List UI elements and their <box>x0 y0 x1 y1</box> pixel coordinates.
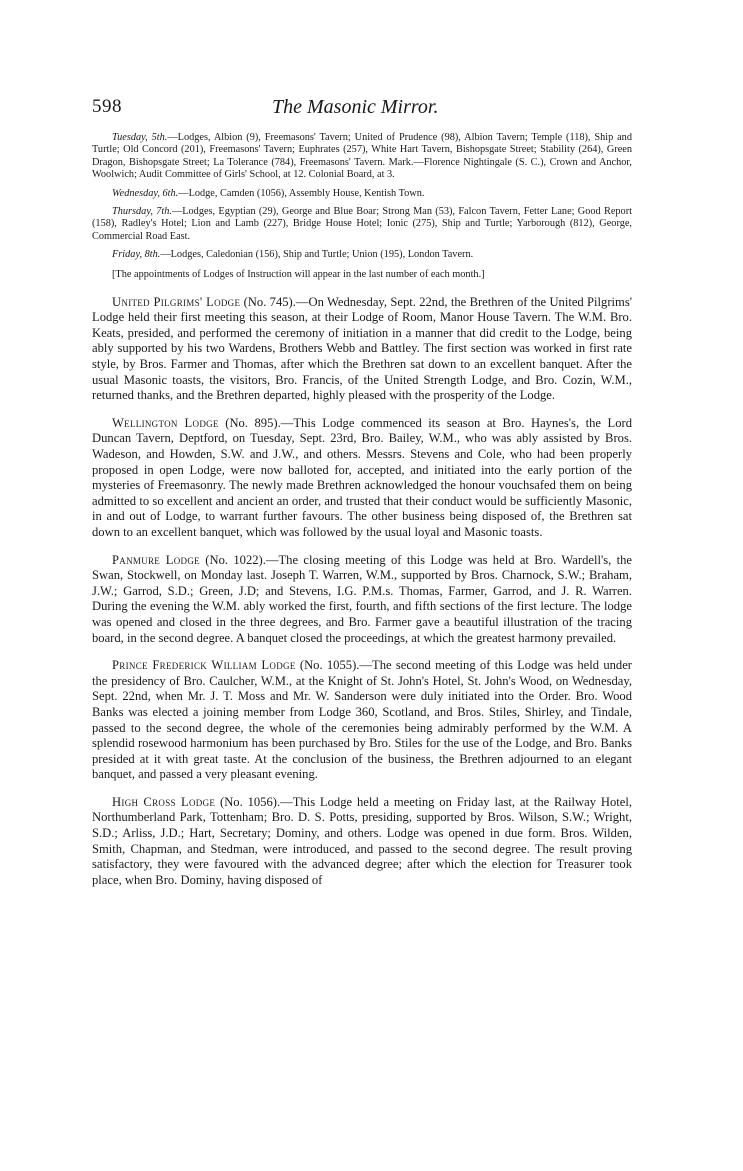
calendar-entry <box>92 206 632 243</box>
calendar-day: Tuesday, 5th. <box>112 132 168 143</box>
article-body <box>92 132 632 900</box>
instruction-note: [The appointments of Lodges of Instruction will appear in the last number of each month.] <box>112 268 485 280</box>
report-text: (No. 895).—This Lodge commenced its season at Bro. Haynes's, the Lord Duncan Tavern, Deptford, on Tuesday, Sept. 23rd, Bro. Bailey, W.M., who was ably assisted by Bros. Wadeson, and Howden, S.W. and J.W., and others. Messrs. Stevens and Cole, who had been properly proposed in open Lodge, were now balloted for, accepted, and initiated into the early portion of the mysteries of Freemasonry. The newly made Brethren acknowledged the honour vouchsafed them on being admitted to so excellent and ancient an order, and trusted that their conduct would be sufficiently Masonic, in and out of Lodge, to warrant further favours. The other business being disposed of, the Brethren sat down to an excellent banquet, which was followed by the usual loyal and Masonic toasts. <box>92 415 632 539</box>
report-text: (No. 1022).—The closing meeting of this Lodge was held at Bro. Wardell's, the Swan, Stockwell, on Monday last. Joseph T. Warren, W.M., supported by Bros. Charnock, S.W.; Braham, J.W.; Garrod, S.D.; Green, J.D; and Stevens, I.G. P.M.s. Thomas, Farmer, Garrod, and J. R. Warren. During the evening the W.M. ably worked the first, fourth, and fifth sections of the first lecture. The lodge was opened and closed in the three degrees, and Bro. Farmer gave a beautiful illustration of the tracing board, in the second degree. A banquet closed the proceedings, at which the greatest harmony prevailed. <box>92 552 632 645</box>
lodge-name: High Cross Lodge <box>112 794 216 809</box>
report-text: (No. 1055).—The second meeting of this Lodge was held under the presidency of Bro. Caulcher, W.M., at the Knight of St. John's Hotel, St. John's Wood, on Wednesday, Sept. 22nd, when Mr. J. T. Moss and Mr. W. Sanderson were duly initiated into the Order. Bro. Wood Banks was elected a joining member from Lodge 360, Scotland, and Bros. Stiles, Shirley, and Tindale, passed to the second degree, the whole of the ceremonies being admirably performed by the W.M. A splendid rosewood harmonium has been purchased by Bro. Stiles for the use of the Lodge, and Bro. Banks presided at it with great taste. At the conclusion of the business, the Brethren adjourned to an elegant banquet, and passed a very pleasant evening. <box>92 658 632 782</box>
lodge-name: United Pilgrims' Lodge <box>112 294 241 309</box>
page-header <box>92 96 632 126</box>
lodge-name: Wellington Lodge <box>112 415 219 430</box>
lodge-report <box>92 295 632 404</box>
lodge-name: Panmure Lodge <box>112 552 200 567</box>
calendar-entry <box>92 132 632 182</box>
calendar-text: —Lodges, Egyptian (29), George and Blue Boar; Strong Man (53), Falcon Tavern, Fetter Lane; Good Report (158), Radley's Hotel; Lion and Lamb (227), Bridge House Hotel; Ionic (275), Ship and Turtle; Yarborough (812), George, Commercial Road East. <box>92 206 632 242</box>
calendar-day: Thursday, 7th. <box>112 206 172 218</box>
calendar-text: —Lodges, Caledonian (156), Ship and Turtle; Union (195), London Tavern. <box>160 249 474 261</box>
calendar-entry <box>92 249 632 261</box>
lodge-report <box>92 416 632 541</box>
report-text: (No. 1056).—This Lodge held a meeting on Friday last, at the Railway Hotel, Northumberland Park, Tottenham; Bro. D. S. Potts, presiding, supported by Bros. Wilson, S.W.; Wright, S.D.; Arliss, J.D.; Hart, Secretary; Dominy, and others. Lodge was opened in due form. Bros. Wilden, Smith, Chapman, and Stedman, were introduced, and passed to the second degree. The result proving satisfactory, they were favoured with the advanced degree; after which the election for Treasurer took place, when Bro. Dominy, having disposed of <box>92 794 632 887</box>
lodge-report <box>92 553 632 647</box>
running-title: The Masonic Mirror. <box>272 96 439 118</box>
report-text: (No. 745).—On Wednesday, Sept. 22nd, the Brethren of the United Pilgrims' Lodge held their first meeting this season, at their Lodge of Room, Manor House Tavern. The W.M. Bro. Keats, presided, and performed the ceremony of initiation in a manner that did credit to the Lodge, being ably supported by his two Wardens, Brothers Webb and Battley. The first section was worked in first rate style, by Bros. Farmer and Thomas, after which the Brethren sat down to an excellent banquet. After the usual Masonic toasts, the visitors, Bro. Francis, of the United Strength Lodge, and Bro. Cozin, W.M., returned thanks, and the Brethren departed, highly pleased with the prosperity of the Lodge. <box>92 294 632 403</box>
page-number: 598 <box>92 96 122 117</box>
lodge-report <box>92 658 632 783</box>
calendar-day: Friday, 8th. <box>112 249 161 261</box>
calendar-text: —Lodges, Albion (9), Freemasons' Tavern; United of Prudence (98), Albion Tavern; Temple (118), Ship and Turtle; Old Concord (201), Freemasons' Tavern; Euphrates (257), White Hart Tavern, Bishopsgate Street; Stability (264), Green Dragon, Bishopsgate Street; La Tolerance (784), Freemasons' Tavern. Mark.—Florence Nightingale (S. C.), Crown and Anchor, Woolwich; Audit Committee of Girls' School, at 12. Colonial Board, at 3. <box>92 132 632 181</box>
lodge-name: Prince Frederick William Lodge <box>112 658 296 673</box>
calendar-text: —Lodge, Camden (1056), Assembly House, Kentish Town. <box>178 187 425 199</box>
calendar-entry <box>92 188 632 200</box>
calendar-day: Wednesday, 6th. <box>112 187 179 199</box>
lodge-report <box>92 795 632 889</box>
